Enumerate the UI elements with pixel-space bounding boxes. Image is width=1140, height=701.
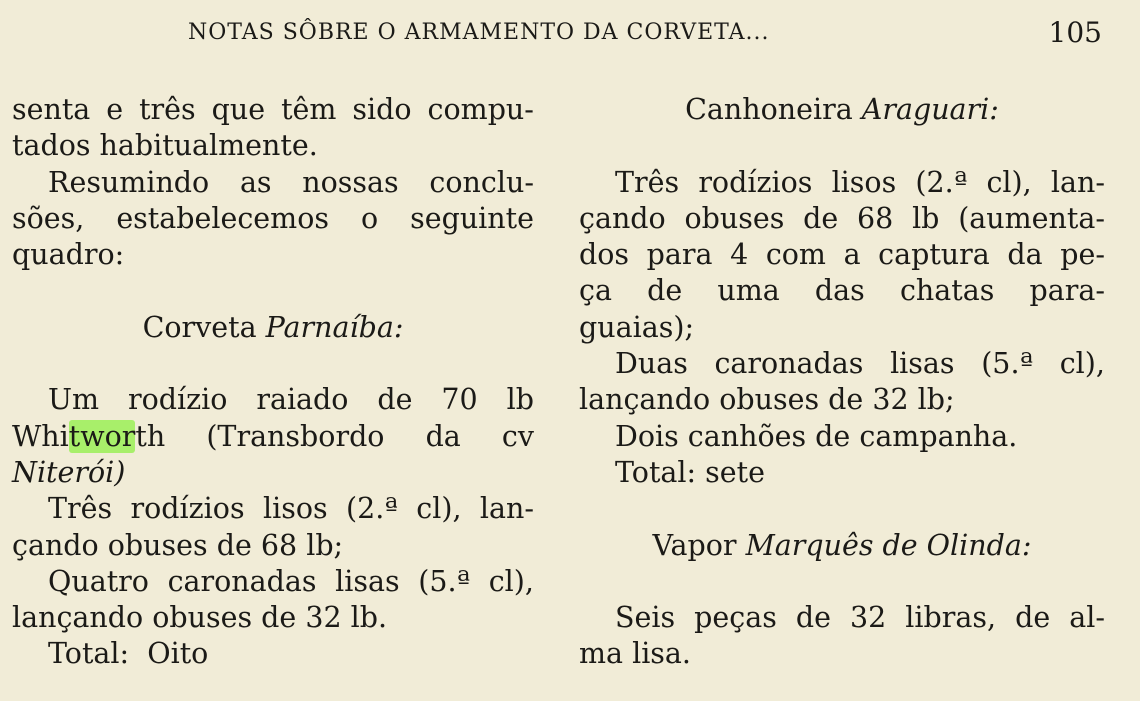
text-line: Total: sete — [615, 455, 765, 489]
text-line: lançando obuses de 32 lb. — [12, 601, 388, 635]
text-line: çando obuses de 68 lb (aumenta- — [579, 201, 1105, 235]
section-heading-araguari: Canhoneira Araguari: — [685, 93, 999, 126]
text-line: Três rodízios lisos (2.ª cl), lan- — [48, 492, 534, 526]
text-line: Resumindo as nossas conclu- — [48, 165, 534, 199]
text-line: dos para 4 com a captura da pe- — [579, 238, 1105, 272]
running-title: NOTAS SÔBRE O ARMAMENTO DA CORVETA... — [188, 20, 770, 45]
text-line: lançando obuses de 32 lb; — [579, 383, 955, 417]
text-line: Niterói) — [12, 455, 126, 489]
text-line: Total: Oito — [48, 637, 209, 671]
text-line: Duas caronadas lisas (5.ª cl), — [615, 347, 1105, 381]
section-heading-marques-de-olinda: Vapor Marquês de Olinda: — [652, 528, 1032, 562]
text-line: senta e três que têm sido compu- — [12, 93, 534, 126]
text-line: sões, estabelecemos o seguinte — [12, 201, 534, 235]
text-line: ma lisa. — [579, 637, 691, 671]
highlight-mark: twor — [68, 419, 136, 453]
page-header — [0, 16, 1140, 56]
section-heading-parnaiba: Corveta Parnaíba: — [142, 310, 404, 344]
text-line: Quatro caronadas lisas (5.ª cl), — [48, 564, 534, 598]
text-line: tados habitualmente. — [12, 129, 318, 163]
text-line: quadro: — [12, 238, 125, 272]
text-line: guaias); — [579, 310, 695, 344]
text-line: Dois canhões de campanha. — [615, 419, 1018, 453]
text-line: Três rodízios lisos (2.ª cl), lan- — [615, 165, 1105, 199]
right-column — [579, 92, 1105, 673]
text-line: Seis peças de 32 libras, de al- — [615, 601, 1105, 635]
text-line: çando obuses de 68 lb; — [12, 528, 344, 562]
text-line: ça de uma das chatas para- — [579, 274, 1105, 308]
page-number: 105 — [1048, 16, 1102, 49]
left-column — [12, 92, 534, 673]
text-line: Um rodízio raiado de 70 lb — [48, 383, 534, 417]
text-line: Whitworth (Transbordo da cv — [12, 419, 534, 453]
